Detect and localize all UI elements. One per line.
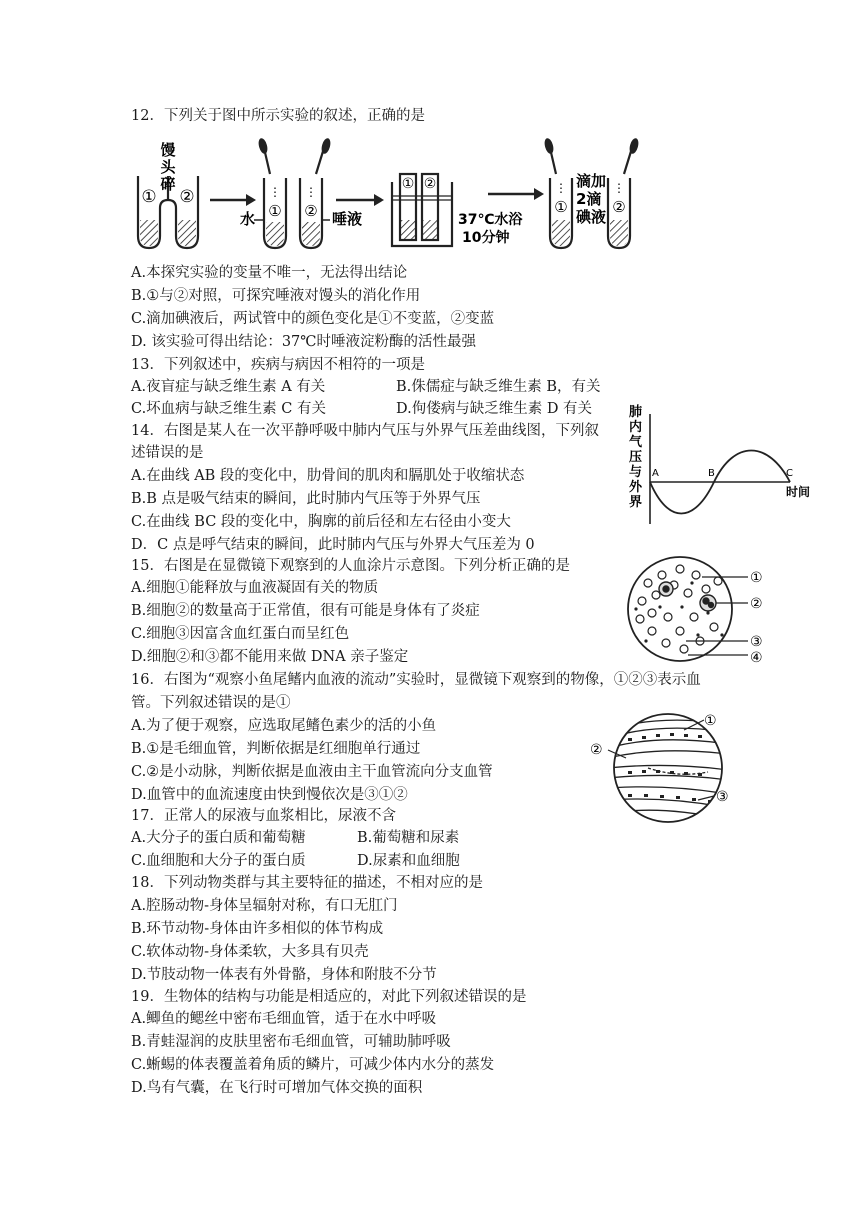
svg-text:肺内气压与外界气压差: 肺内气压与外界气压差	[626, 402, 636, 403]
svg-text:外: 外	[629, 480, 643, 495]
q18-option-c: C.软体动物-身体柔软，大多具有贝壳	[131, 944, 369, 960]
svg-text:⋮: ⋮	[269, 185, 281, 199]
q14-pressure-curve-figure	[626, 402, 816, 528]
point-c: C	[786, 468, 793, 479]
iodine-label-1: 滴加	[576, 172, 607, 190]
saliva-label: 唾液	[332, 210, 363, 228]
point-a: A	[652, 468, 659, 479]
arrow-right-icon	[210, 194, 256, 206]
svg-text:与: 与	[629, 465, 643, 480]
tube-label-1: ①	[141, 187, 157, 207]
svg-text:馒: 馒	[160, 141, 176, 159]
svg-text:肺: 肺	[629, 405, 643, 420]
q15-blood-smear-figure	[622, 555, 772, 667]
q13-option-c: C.坏血病与缺乏维生素 C 有关	[131, 401, 326, 417]
q12-option-c: C.滴加碘液后，两试管中的颜色变化是①不变蓝，②变蓝	[131, 311, 495, 327]
smear-marker-4: ④	[750, 650, 763, 666]
q15-option-d: D.细胞②和③都不能用来做 DNA 亲子鉴定	[131, 649, 409, 665]
q19-option-b: B.青蛙湿润的皮肤里密布毛细血管，可辅助肺呼吸	[131, 1034, 451, 1050]
q16-stem-line-2: 管。下列叙述错误的是①	[131, 695, 291, 711]
q16-option-a: A.为了便于观察，应选取尾鳍色素少的活的小鱼	[131, 718, 437, 734]
q15-option-a: A.细胞①能释放与血液凝固有关的物质	[131, 580, 379, 596]
iodine-label-2: 2滴	[576, 190, 602, 208]
q15-option-c: C.细胞③因富含血红蛋白而呈红色	[131, 626, 350, 642]
svg-text:⋮: ⋮	[555, 181, 567, 195]
q16-option-c: C.②是小动脉，判断依据是血液由主干血管流向分支血管	[131, 764, 493, 780]
svg-text:②: ②	[423, 176, 437, 192]
q14-option-d: D．C 点是呼气结束的瞬间，此时肺内气压与外界大气压差为 0	[131, 537, 535, 553]
water-bath-label: 37℃水浴	[458, 212, 523, 228]
vessel-marker-1: ①	[704, 713, 717, 729]
svg-text:①: ①	[268, 202, 282, 220]
svg-text:界: 界	[629, 495, 643, 510]
svg-text:碎: 碎	[160, 175, 176, 193]
water-label: 水	[240, 210, 256, 228]
svg-text:馒头碎屑: 馒头碎屑	[153, 172, 157, 173]
q12-option-a: A.本探究实验的变量不唯一，无法得出结论	[131, 265, 408, 281]
q19-option-d: D.鸟有气囊，在飞行时可增加气体交换的面积	[131, 1080, 423, 1096]
q19-option-c: C.蜥蜴的体表覆盖着角质的鳞片，可减少体内水分的蒸发	[131, 1057, 495, 1073]
q16-option-d: D.血管中的血流速度由快到慢依次是③①②	[131, 787, 408, 803]
arrow-right-icon	[336, 194, 384, 206]
q17-option-d: D.尿素和血细胞	[357, 853, 460, 869]
svg-text:压: 压	[629, 450, 643, 465]
x-axis-label: 时间	[786, 485, 811, 499]
q14-stem-line-1: 14．右图是某人在一次平静呼吸中肺内气压与外界气压差曲线图，下列叙	[131, 423, 599, 439]
q19-stem: 19．生物体的结构与功能是相适应的，对此下列叙述错误的是	[131, 989, 527, 1005]
q18-option-b: B.环节动物-身体由许多相似的体节构成	[131, 921, 384, 937]
svg-text:气: 气	[629, 510, 643, 525]
q14-option-b: B.B 点是吸气结束的瞬间，此时肺内气压等于外界气压	[131, 491, 481, 507]
vessel-marker-2: ②	[590, 742, 603, 758]
q12-stem: 12．下列关于图中所示实验的叙述，正确的是	[131, 108, 425, 124]
q16-fish-tail-figure	[588, 708, 738, 830]
svg-text:①: ①	[401, 176, 415, 192]
q12-option-b: B.①与②对照，可探究唾液对馒头的消化作用	[131, 288, 421, 304]
q14-option-a: A.在曲线 AB 段的变化中，肋骨间的肌肉和膈肌处于收缩状态	[131, 468, 525, 484]
tube-label-2: ②	[179, 187, 195, 207]
svg-text:⋮: ⋮	[305, 185, 317, 199]
q15-option-b: B.细胞②的数量高于正常值，很有可能是身体有了炎症	[131, 603, 480, 619]
q12-option-d: D. 该实验可得出结论：37℃时唾液淀粉酶的活性最强	[131, 334, 476, 350]
q16-option-b: B.①是毛细血管，判断依据是红细胞单行通过	[131, 741, 421, 757]
q12-experiment-figure	[130, 138, 640, 254]
svg-text:②: ②	[304, 202, 318, 220]
q15-stem: 15．右图是在显微镜下观察到的人血涂片示意图。下列分析正确的是	[131, 558, 570, 574]
y-axis-label	[629, 404, 643, 525]
svg-text:气: 气	[629, 435, 643, 450]
svg-text:屑: 屑	[160, 192, 176, 210]
q13-option-a: A.夜盲症与缺乏维生素 A 有关	[131, 379, 326, 395]
iodine-label-3: 碘液	[576, 208, 607, 226]
q18-option-a: A.腔肠动物-身体呈辐射对称，有口无肛门	[131, 898, 398, 914]
q14-stem-line-2: 述错误的是	[131, 445, 204, 461]
q18-option-d: D.节肢动物一体表有外骨骼，身体和附肢不分节	[131, 967, 437, 983]
q16-stem-line-1: 16．右图为“观察小鱼尾鳍内血液的流动”实验时，显微镜下观察到的物像，①②③表示血	[131, 672, 701, 688]
svg-text:头: 头	[160, 158, 176, 176]
q17-option-a: A.大分子的蛋白质和葡萄糖	[131, 830, 306, 846]
q13-option-b: B.侏儒症与缺乏维生素 B，有关	[396, 379, 601, 395]
arrow-right-icon	[488, 188, 544, 200]
q19-option-a: A.鲫鱼的鳃丝中密布毛细血管，适于在水中呼吸	[131, 1011, 437, 1027]
svg-text:②: ②	[612, 198, 626, 216]
smear-marker-2: ②	[750, 596, 763, 612]
smear-marker-3: ③	[750, 634, 763, 650]
q13-stem: 13．下列叙述中，疾病与病因不相符的一项是	[131, 357, 425, 373]
smear-marker-1: ①	[750, 570, 763, 586]
svg-text:内: 内	[629, 420, 643, 435]
point-b: B	[708, 468, 715, 479]
q17-option-b: B.葡萄糖和尿素	[357, 830, 460, 846]
water-bath-time-label: 10分钟	[462, 230, 510, 246]
q18-stem: 18．下列动物类群与其主要特征的描述，不相对应的是	[131, 875, 483, 891]
q14-option-c: C.在曲线 BC 段的变化中，胸廓的前后径和左右径由小变大	[131, 514, 511, 530]
vessel-marker-3: ③	[716, 789, 729, 805]
q17-option-c: C.血细胞和大分子的蛋白质	[131, 853, 306, 869]
svg-text:①: ①	[554, 198, 568, 216]
q17-stem: 17．正常人的尿液与血浆相比，尿液不含	[131, 808, 396, 824]
q13-option-d: D.佝偻病与缺乏维生素 D 有关	[396, 401, 593, 417]
svg-text:⋮: ⋮	[613, 181, 625, 195]
